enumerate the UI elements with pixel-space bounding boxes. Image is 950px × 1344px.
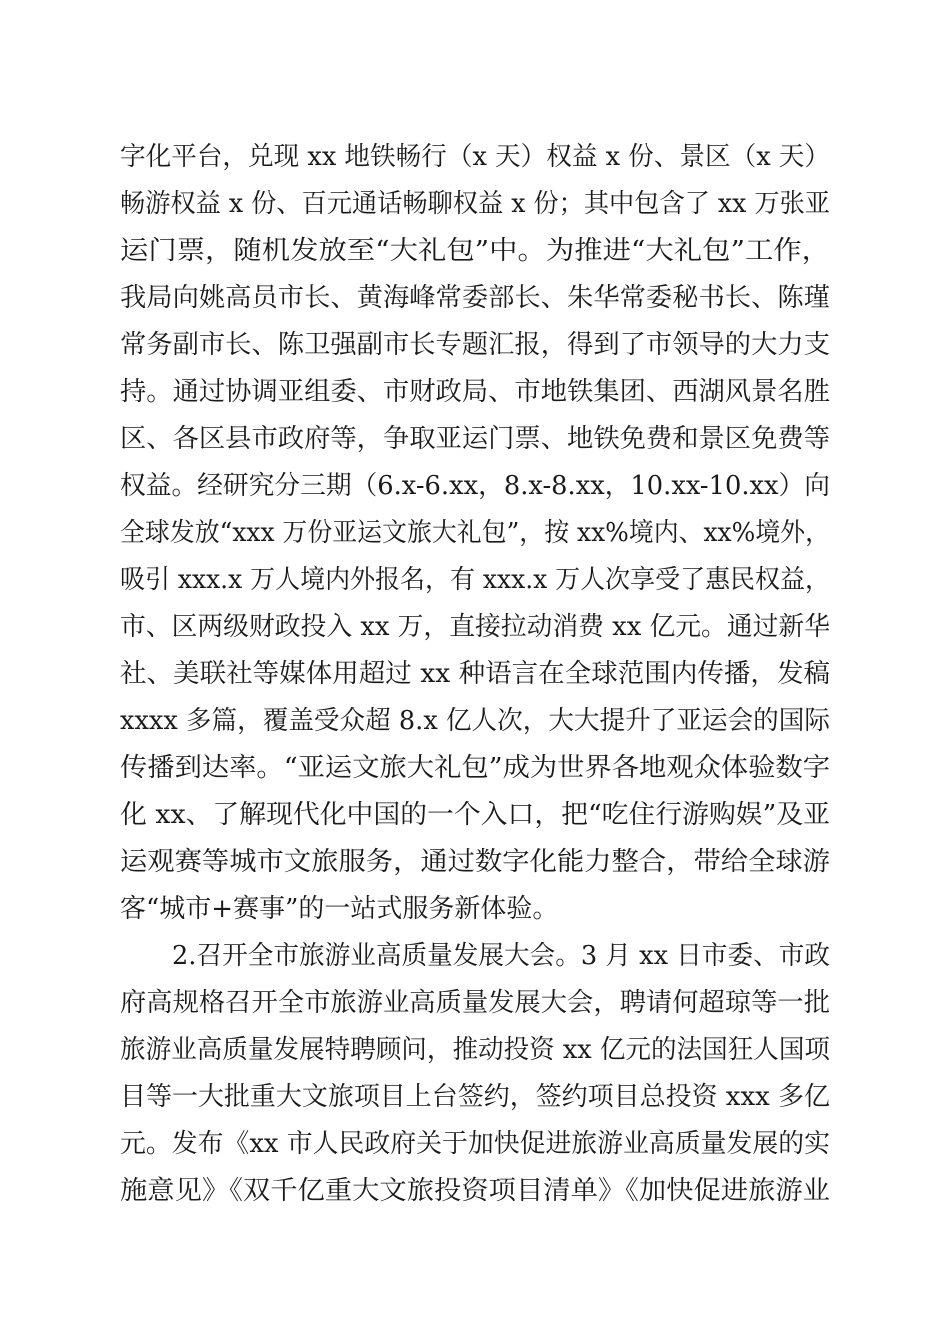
text-line xyxy=(0,981,950,1025)
line-text: 化 xx、了解现代化中国的一个入口，把“吃住行游购娱”及亚 xyxy=(120,800,830,830)
line-text: 常务副市长、陈卫强副市长专题汇报，得到了市领导的大力支 xyxy=(120,330,830,360)
line-text: 字化平台，兑现 xx 地铁畅行（x 天）权益 x 份、景区（x 天） xyxy=(120,142,830,172)
line-text: 府高规格召开全市旅游业高质量发展大会，聘请何超琼等一批 xyxy=(120,988,830,1018)
text-line xyxy=(0,934,950,978)
line-text: 吸引 xxx.x 万人境内外报名，有 xxx.x 万人次享受了惠民权益， xyxy=(120,565,830,595)
text-line xyxy=(0,182,950,226)
line-text: 权益。经研究分三期（6.x-6.xx，8.x-8.xx，10.xx-10.xx）向 xyxy=(120,471,830,501)
text-line xyxy=(0,229,950,273)
line-text: 市、区两级财政投入 xx 万，直接拉动消费 xx 亿元。通过新华 xyxy=(120,612,830,642)
line-text: 目等一大批重大文旅项目上台签约，签约项目总投资 xxx 多亿 xyxy=(120,1082,830,1112)
line-text: 旅游业高质量发展特聘顾问，推动投资 xx 亿元的法国狂人国项 xyxy=(120,1035,830,1065)
text-line xyxy=(0,1075,950,1119)
text-line xyxy=(0,1028,950,1072)
line-text: 持。通过协调亚组委、市财政局、市地铁集团、西湖风景名胜 xyxy=(120,377,830,407)
text-line xyxy=(0,1122,950,1166)
text-line xyxy=(0,417,950,461)
line-text: 元。发布《xx 市人民政府关于加快促进旅游业高质量发展的实 xyxy=(120,1129,830,1159)
text-line xyxy=(0,511,950,555)
text-line xyxy=(0,652,950,696)
text-line xyxy=(0,1169,950,1213)
text-line xyxy=(0,605,950,649)
line-text: 运观赛等城市文旅服务，通过数字化能力整合，带给全球游 xyxy=(120,847,831,877)
text-line xyxy=(0,840,950,884)
line-text: 社、美联社等媒体用超过 xx 种语言在全球范围内传播，发稿 xyxy=(120,659,830,689)
line-text: 区、各区县市政府等，争取亚运门票、地铁免费和景区免费等 xyxy=(120,424,830,454)
line-text: 施意见》《双千亿重大文旅投资项目清单》《加快促进旅游业 xyxy=(120,1176,831,1206)
text-line xyxy=(0,370,950,414)
text-line xyxy=(0,323,950,367)
line-text: 畅游权益 x 份、百元通话畅聊权益 x 份；其中包含了 xx 万张亚 xyxy=(120,189,830,219)
text-line xyxy=(0,887,950,931)
line-text: xxxx 多篇，覆盖受众超 8.x 亿人次，大大提升了亚运会的国际 xyxy=(120,706,830,736)
text-line xyxy=(0,558,950,602)
text-line xyxy=(0,276,950,320)
text-line xyxy=(0,464,950,508)
line-text: 我局向姚高员市长、黄海峰常委部长、朱华常委秘书长、陈瑾 xyxy=(120,283,830,313)
line-text: 2.召开全市旅游业高质量发展大会。3 月 xx 日市委、市政 xyxy=(172,941,830,971)
line-text: 全球发放“xxx 万份亚运文旅大礼包”，按 xx%境内、xx%境外， xyxy=(120,518,830,548)
line-text: 传播到达率。“亚运文旅大礼包”成为世界各地观众体验数字 xyxy=(120,753,830,783)
line-text: 运门票，随机发放至“大礼包”中。为推进“大礼包”工作， xyxy=(120,236,830,266)
text-line xyxy=(0,746,950,790)
text-line xyxy=(0,793,950,837)
text-line xyxy=(0,135,950,179)
text-line xyxy=(0,699,950,743)
line-text: 客“城市+赛事”的一站式服务新体验。 xyxy=(120,894,559,924)
